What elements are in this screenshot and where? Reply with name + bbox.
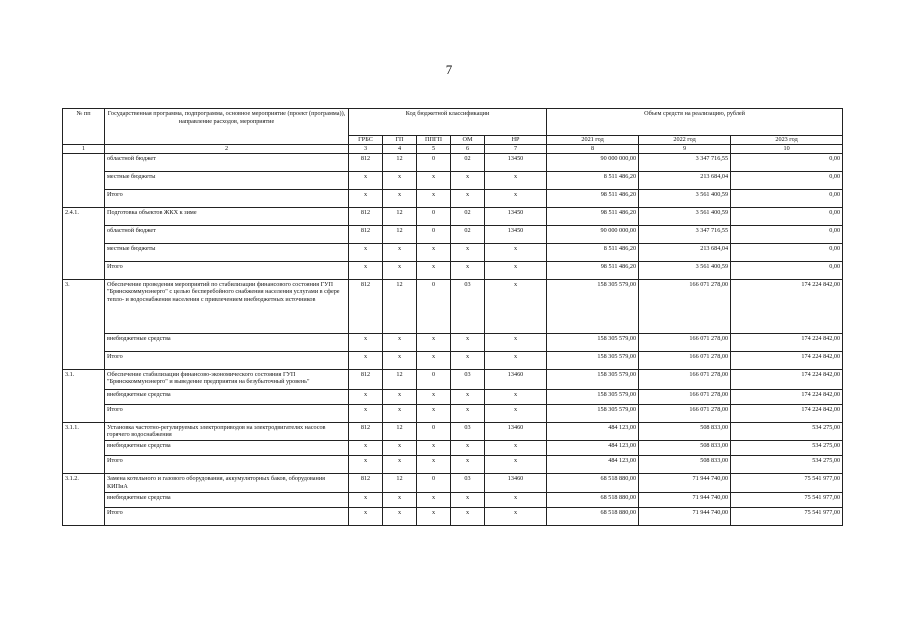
subheader-nr: НР — [485, 136, 547, 145]
column-number: 6 — [451, 144, 485, 153]
cell-2023: 0,00 — [731, 189, 843, 207]
cell-ppgp: 0 — [417, 225, 451, 243]
cell-nr: х — [485, 189, 547, 207]
cell-2023: 174 224 842,00 — [731, 404, 843, 422]
cell-2022: 166 071 278,00 — [639, 351, 731, 369]
cell-nr: 13460 — [485, 422, 547, 441]
cell-2023: 75 541 977,00 — [731, 492, 843, 507]
cell-grbs: 812 — [349, 207, 383, 225]
cell-gp: х — [383, 351, 417, 369]
cell-ppgp: х — [417, 333, 451, 351]
row-name: Итого — [105, 404, 349, 422]
column-number: 8 — [547, 144, 639, 153]
cell-grbs: х — [349, 333, 383, 351]
cell-grbs: х — [349, 171, 383, 189]
cell-om: х — [451, 389, 485, 404]
cell-2023: 0,00 — [731, 171, 843, 189]
cell-nr: х — [485, 389, 547, 404]
cell-gp: 12 — [383, 225, 417, 243]
header-program: Государственная программа, подпрограмма, основное мероприятие (проект (программа)), направление расходов, мероприятие — [105, 109, 349, 145]
cell-grbs: х — [349, 507, 383, 525]
cell-2022: 3 561 400,59 — [639, 207, 731, 225]
cell-ppgp: х — [417, 261, 451, 279]
row-num: 3. — [63, 279, 105, 333]
cell-nr: х — [485, 333, 547, 351]
column-number: 7 — [485, 144, 547, 153]
cell-nr: 13450 — [485, 225, 547, 243]
cell-2022: 166 071 278,00 — [639, 404, 731, 422]
row-name: Замена котельного и газового оборудования, аккумуляторных баков, оборудования КИПиА — [105, 474, 349, 493]
cell-2022: 71 944 740,00 — [639, 474, 731, 493]
cell-2022: 3 561 400,59 — [639, 189, 731, 207]
cell-2023: 0,00 — [731, 225, 843, 243]
table-row — [63, 492, 843, 507]
table-row — [63, 207, 843, 225]
row-num: 3.1.2. — [63, 474, 105, 493]
subheader-gp: ГП — [383, 136, 417, 145]
row-num — [63, 153, 105, 171]
table-row — [63, 404, 843, 422]
cell-grbs: х — [349, 351, 383, 369]
row-num — [63, 261, 105, 279]
cell-om: 02 — [451, 225, 485, 243]
table-row — [63, 243, 843, 261]
cell-2022: 3 347 716,55 — [639, 225, 731, 243]
row-num — [63, 171, 105, 189]
cell-grbs: 812 — [349, 474, 383, 493]
cell-gp: 12 — [383, 474, 417, 493]
cell-2021: 158 305 579,00 — [547, 279, 639, 333]
subheader-2022: 2022 год — [639, 136, 731, 145]
cell-grbs: 812 — [349, 153, 383, 171]
header-num: № пп — [63, 109, 105, 145]
cell-2023: 534 275,00 — [731, 441, 843, 456]
cell-2021: 68 518 880,00 — [547, 474, 639, 493]
cell-om: х — [451, 261, 485, 279]
cell-grbs: 812 — [349, 422, 383, 441]
cell-gp: 12 — [383, 369, 417, 389]
cell-nr: х — [485, 351, 547, 369]
cell-om: х — [451, 351, 485, 369]
table-row — [63, 171, 843, 189]
row-num — [63, 456, 105, 474]
row-name: Итого — [105, 189, 349, 207]
cell-grbs: х — [349, 441, 383, 456]
cell-nr: х — [485, 243, 547, 261]
cell-ppgp: х — [417, 351, 451, 369]
cell-2023: 0,00 — [731, 207, 843, 225]
cell-2023: 174 224 842,00 — [731, 351, 843, 369]
row-name: внебюджетные средства — [105, 492, 349, 507]
cell-ppgp: х — [417, 492, 451, 507]
cell-om: 02 — [451, 207, 485, 225]
row-name: Итого — [105, 456, 349, 474]
row-num: 3.1. — [63, 369, 105, 389]
cell-om: х — [451, 189, 485, 207]
row-num — [63, 492, 105, 507]
cell-gp: х — [383, 456, 417, 474]
row-num — [63, 189, 105, 207]
row-num: 3.1.1. — [63, 422, 105, 441]
cell-2021: 98 511 486,20 — [547, 189, 639, 207]
cell-grbs: х — [349, 243, 383, 261]
cell-ppgp: 0 — [417, 153, 451, 171]
cell-nr: 13460 — [485, 369, 547, 389]
cell-2021: 158 305 579,00 — [547, 404, 639, 422]
row-num — [63, 441, 105, 456]
cell-2021: 484 123,00 — [547, 441, 639, 456]
table-row — [63, 441, 843, 456]
cell-2021: 98 511 486,20 — [547, 207, 639, 225]
cell-om: х — [451, 404, 485, 422]
header-budget-code: Код бюджетной классификации — [349, 109, 547, 136]
table-row — [63, 225, 843, 243]
cell-2023: 534 275,00 — [731, 456, 843, 474]
cell-om: х — [451, 243, 485, 261]
cell-nr: х — [485, 492, 547, 507]
cell-gp: х — [383, 507, 417, 525]
cell-2022: 213 684,04 — [639, 171, 731, 189]
cell-gp: х — [383, 261, 417, 279]
cell-2021: 158 305 579,00 — [547, 333, 639, 351]
row-name: Итого — [105, 261, 349, 279]
cell-om: 03 — [451, 474, 485, 493]
cell-2021: 158 305 579,00 — [547, 369, 639, 389]
cell-2021: 158 305 579,00 — [547, 351, 639, 369]
row-num — [63, 507, 105, 525]
cell-2022: 166 071 278,00 — [639, 389, 731, 404]
cell-ppgp: х — [417, 441, 451, 456]
cell-2022: 166 071 278,00 — [639, 369, 731, 389]
table-row — [63, 261, 843, 279]
cell-2023: 174 224 842,00 — [731, 333, 843, 351]
table-row — [63, 153, 843, 171]
cell-2021: 90 000 000,00 — [547, 153, 639, 171]
row-name: Итого — [105, 507, 349, 525]
row-name: областной бюджет — [105, 225, 349, 243]
cell-om: 02 — [451, 153, 485, 171]
column-number: 3 — [349, 144, 383, 153]
cell-2021: 68 518 880,00 — [547, 507, 639, 525]
cell-grbs: 812 — [349, 369, 383, 389]
cell-2023: 0,00 — [731, 153, 843, 171]
cell-gp: 12 — [383, 153, 417, 171]
cell-gp: х — [383, 333, 417, 351]
cell-2023: 174 224 842,00 — [731, 279, 843, 333]
cell-grbs: 812 — [349, 225, 383, 243]
cell-2023: 75 541 977,00 — [731, 474, 843, 493]
cell-ppgp: х — [417, 389, 451, 404]
cell-ppgp: 0 — [417, 279, 451, 333]
cell-2022: 3 347 716,55 — [639, 153, 731, 171]
table-row — [63, 351, 843, 369]
cell-nr: 13460 — [485, 474, 547, 493]
row-num — [63, 351, 105, 369]
cell-nr: х — [485, 456, 547, 474]
page-number: 7 — [445, 62, 453, 77]
cell-2021: 90 000 000,00 — [547, 225, 639, 243]
row-name: Обеспечение стабилизации финансово-экономического состояния ГУП "Брянсккоммунэнерго" и выведение предприятия на безубыточный уровень" — [105, 369, 349, 389]
cell-2023: 0,00 — [731, 243, 843, 261]
cell-ppgp: х — [417, 404, 451, 422]
cell-ppgp: 0 — [417, 474, 451, 493]
cell-2023: 0,00 — [731, 261, 843, 279]
cell-grbs: х — [349, 189, 383, 207]
row-name: Итого — [105, 351, 349, 369]
cell-grbs: х — [349, 456, 383, 474]
subheader-om: ОМ — [451, 136, 485, 145]
cell-2022: 166 071 278,00 — [639, 279, 731, 333]
cell-2023: 174 224 842,00 — [731, 389, 843, 404]
cell-om: х — [451, 507, 485, 525]
cell-om: х — [451, 171, 485, 189]
cell-grbs: х — [349, 404, 383, 422]
column-number: 10 — [731, 144, 843, 153]
cell-2021: 98 511 486,20 — [547, 261, 639, 279]
cell-2021: 158 305 579,00 — [547, 389, 639, 404]
row-name: внебюджетные средства — [105, 333, 349, 351]
cell-gp: х — [383, 243, 417, 261]
table-row — [63, 422, 843, 441]
cell-nr: х — [485, 507, 547, 525]
cell-2023: 174 224 842,00 — [731, 369, 843, 389]
cell-nr: х — [485, 279, 547, 333]
row-name: местные бюджеты — [105, 171, 349, 189]
cell-gp: х — [383, 389, 417, 404]
cell-gp: х — [383, 171, 417, 189]
cell-2021: 484 123,00 — [547, 456, 639, 474]
cell-2022: 3 561 400,59 — [639, 261, 731, 279]
cell-2022: 508 833,00 — [639, 456, 731, 474]
column-number: 9 — [639, 144, 731, 153]
cell-2022: 508 833,00 — [639, 441, 731, 456]
table-row — [63, 507, 843, 525]
cell-om: х — [451, 492, 485, 507]
cell-grbs: х — [349, 492, 383, 507]
cell-om: х — [451, 456, 485, 474]
row-name: местные бюджеты — [105, 243, 349, 261]
table-row — [63, 333, 843, 351]
cell-om: 03 — [451, 369, 485, 389]
cell-2023: 534 275,00 — [731, 422, 843, 441]
row-name: внебюджетные средства — [105, 441, 349, 456]
cell-ppgp: х — [417, 189, 451, 207]
cell-ppgp: 0 — [417, 422, 451, 441]
cell-nr: х — [485, 404, 547, 422]
subheader-2023: 2023 год — [731, 136, 843, 145]
subheader-ppgp: ППГП — [417, 136, 451, 145]
cell-2021: 68 518 880,00 — [547, 492, 639, 507]
cell-om: х — [451, 441, 485, 456]
cell-nr: 13450 — [485, 207, 547, 225]
cell-ppgp: х — [417, 456, 451, 474]
table-row — [63, 389, 843, 404]
header-volume: Объем средств на реализацию, рублей — [547, 109, 843, 136]
table-row — [63, 279, 843, 333]
budget-table — [62, 108, 843, 526]
table-row — [63, 456, 843, 474]
row-num — [63, 225, 105, 243]
cell-2021: 8 511 486,20 — [547, 171, 639, 189]
cell-om: 03 — [451, 422, 485, 441]
row-name: внебюджетные средства — [105, 389, 349, 404]
cell-ppgp: х — [417, 171, 451, 189]
row-name: областной бюджет — [105, 153, 349, 171]
table-row — [63, 189, 843, 207]
cell-2021: 8 511 486,20 — [547, 243, 639, 261]
cell-grbs: 812 — [349, 279, 383, 333]
row-name: Обеспечение проведения мероприятий по стабилизации финансового состояния ГУП "Брянсккоммунэнерго" с целью бесперебойного снабжения населения услугами в сфере тепло- и водоснабжения населения с привлечением внебюджетных источников — [105, 279, 349, 333]
cell-gp: 12 — [383, 279, 417, 333]
cell-grbs: х — [349, 261, 383, 279]
cell-2022: 213 684,04 — [639, 243, 731, 261]
row-num — [63, 243, 105, 261]
cell-gp: 12 — [383, 422, 417, 441]
cell-gp: х — [383, 492, 417, 507]
cell-gp: х — [383, 189, 417, 207]
cell-gp: х — [383, 441, 417, 456]
row-name: Установка частотно-регулируемых электроприводов на электродвигателях насосов горячего водоснабжения — [105, 422, 349, 441]
row-num: 2.4.1. — [63, 207, 105, 225]
cell-nr: х — [485, 261, 547, 279]
cell-2022: 71 944 740,00 — [639, 507, 731, 525]
cell-ppgp: 0 — [417, 207, 451, 225]
cell-nr: х — [485, 171, 547, 189]
cell-ppgp: х — [417, 507, 451, 525]
cell-2022: 166 071 278,00 — [639, 333, 731, 351]
column-number: 5 — [417, 144, 451, 153]
row-num — [63, 404, 105, 422]
cell-2021: 484 123,00 — [547, 422, 639, 441]
row-name: Подготовка объектов ЖКХ к зиме — [105, 207, 349, 225]
cell-gp: х — [383, 404, 417, 422]
cell-2022: 71 944 740,00 — [639, 492, 731, 507]
cell-nr: 13450 — [485, 153, 547, 171]
cell-2023: 75 541 977,00 — [731, 507, 843, 525]
cell-ppgp: 0 — [417, 369, 451, 389]
column-number: 1 — [63, 144, 105, 153]
cell-gp: 12 — [383, 207, 417, 225]
subheader-grbs: ГРБС — [349, 136, 383, 145]
table-row — [63, 369, 843, 389]
row-num — [63, 389, 105, 404]
table-row — [63, 474, 843, 493]
column-number: 2 — [105, 144, 349, 153]
column-number: 4 — [383, 144, 417, 153]
cell-ppgp: х — [417, 243, 451, 261]
cell-om: х — [451, 333, 485, 351]
cell-grbs: х — [349, 389, 383, 404]
cell-2022: 508 833,00 — [639, 422, 731, 441]
cell-nr: х — [485, 441, 547, 456]
row-num — [63, 333, 105, 351]
subheader-2021: 2021 год — [547, 136, 639, 145]
cell-om: 03 — [451, 279, 485, 333]
